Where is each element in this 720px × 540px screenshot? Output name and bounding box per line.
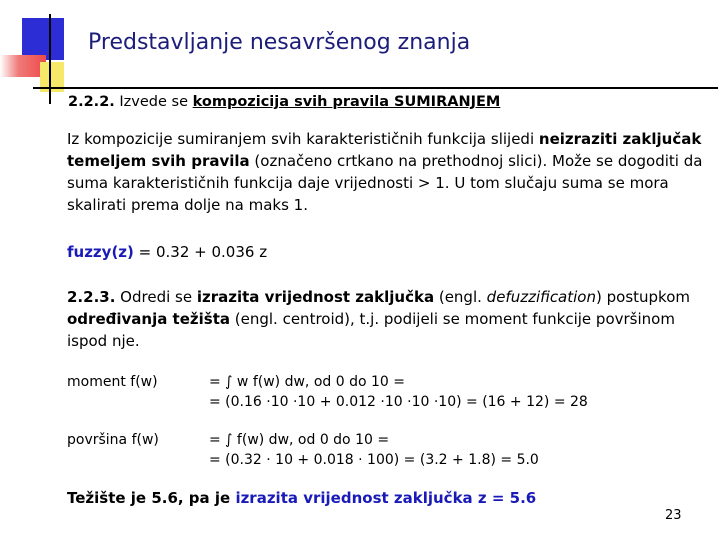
slide-title: Predstavljanje nesavršenog znanja [88,30,471,55]
page-number: 23 [665,508,682,523]
decor-blue-square [22,18,64,60]
conclusion-text: Težište je 5.6, pa je [67,489,236,507]
moment-line2: = (0.16 ·10 ·10 + 0.012 ·10 ·10 ·10) = (16 + 12) = 28 [209,394,588,410]
moment-label: moment f(w) [67,374,158,390]
para1-bold: neizraziti zaključak temeljem svih pravila [67,130,702,170]
section-number: 2.2.2. [68,94,115,110]
area-line1: = ∫ f(w) dw, od 0 do 10 = [209,432,390,448]
moment-line1: = ∫ w f(w) dw, od 0 do 10 = [209,374,405,390]
section-heading [68,94,500,110]
conclusion [67,489,536,507]
fuzzy-formula [67,243,267,261]
para2-italic: defuzzification [486,288,596,306]
paragraph-defuzzification [67,286,707,352]
area-line2: = (0.32 · 10 + 0.018 · 100) = (3.2 + 1.8) = 5.0 [209,452,539,468]
title-divider-line [33,87,718,89]
conclusion-highlight: izrazita vrijednost zaključka z = 5.6 [235,489,537,507]
decor-vertical-line [49,14,51,104]
para2-text3: ) postupkom [596,288,690,306]
para2-text1: Odredi se [115,288,197,306]
para2-bold2: određivanja težišta [67,310,230,328]
para1-text2: (označeno crtkano na prethodnoj slici). Može se dogoditi da suma karakterističnih funkcija daje vrijednosti > 1. U tom slučaju suma se mora skalirati prema dolje na maks 1. [67,152,703,214]
paragraph-composition [67,128,707,216]
para1-text1: Iz kompozicije sumiranjem svih karakterističnih funkcija slijedi [67,130,539,148]
para2-text2: (engl. [434,288,487,306]
area-label: površina f(w) [67,432,159,448]
heading-text: Izvede se [114,94,193,110]
formula-expression: = 0.32 + 0.036 z [133,243,268,261]
para2-text4: (engl. centroid), t.j. podijeli se moment funkcije površinom ispod nje. [67,310,675,350]
para2-number: 2.2.3. [67,288,116,306]
para2-bold1: izrazita vrijednost zaključka [196,288,435,306]
heading-underlined: kompozicija svih pravila SUMIRANJEM [192,94,501,110]
formula-name: fuzzy(z) [67,243,134,261]
